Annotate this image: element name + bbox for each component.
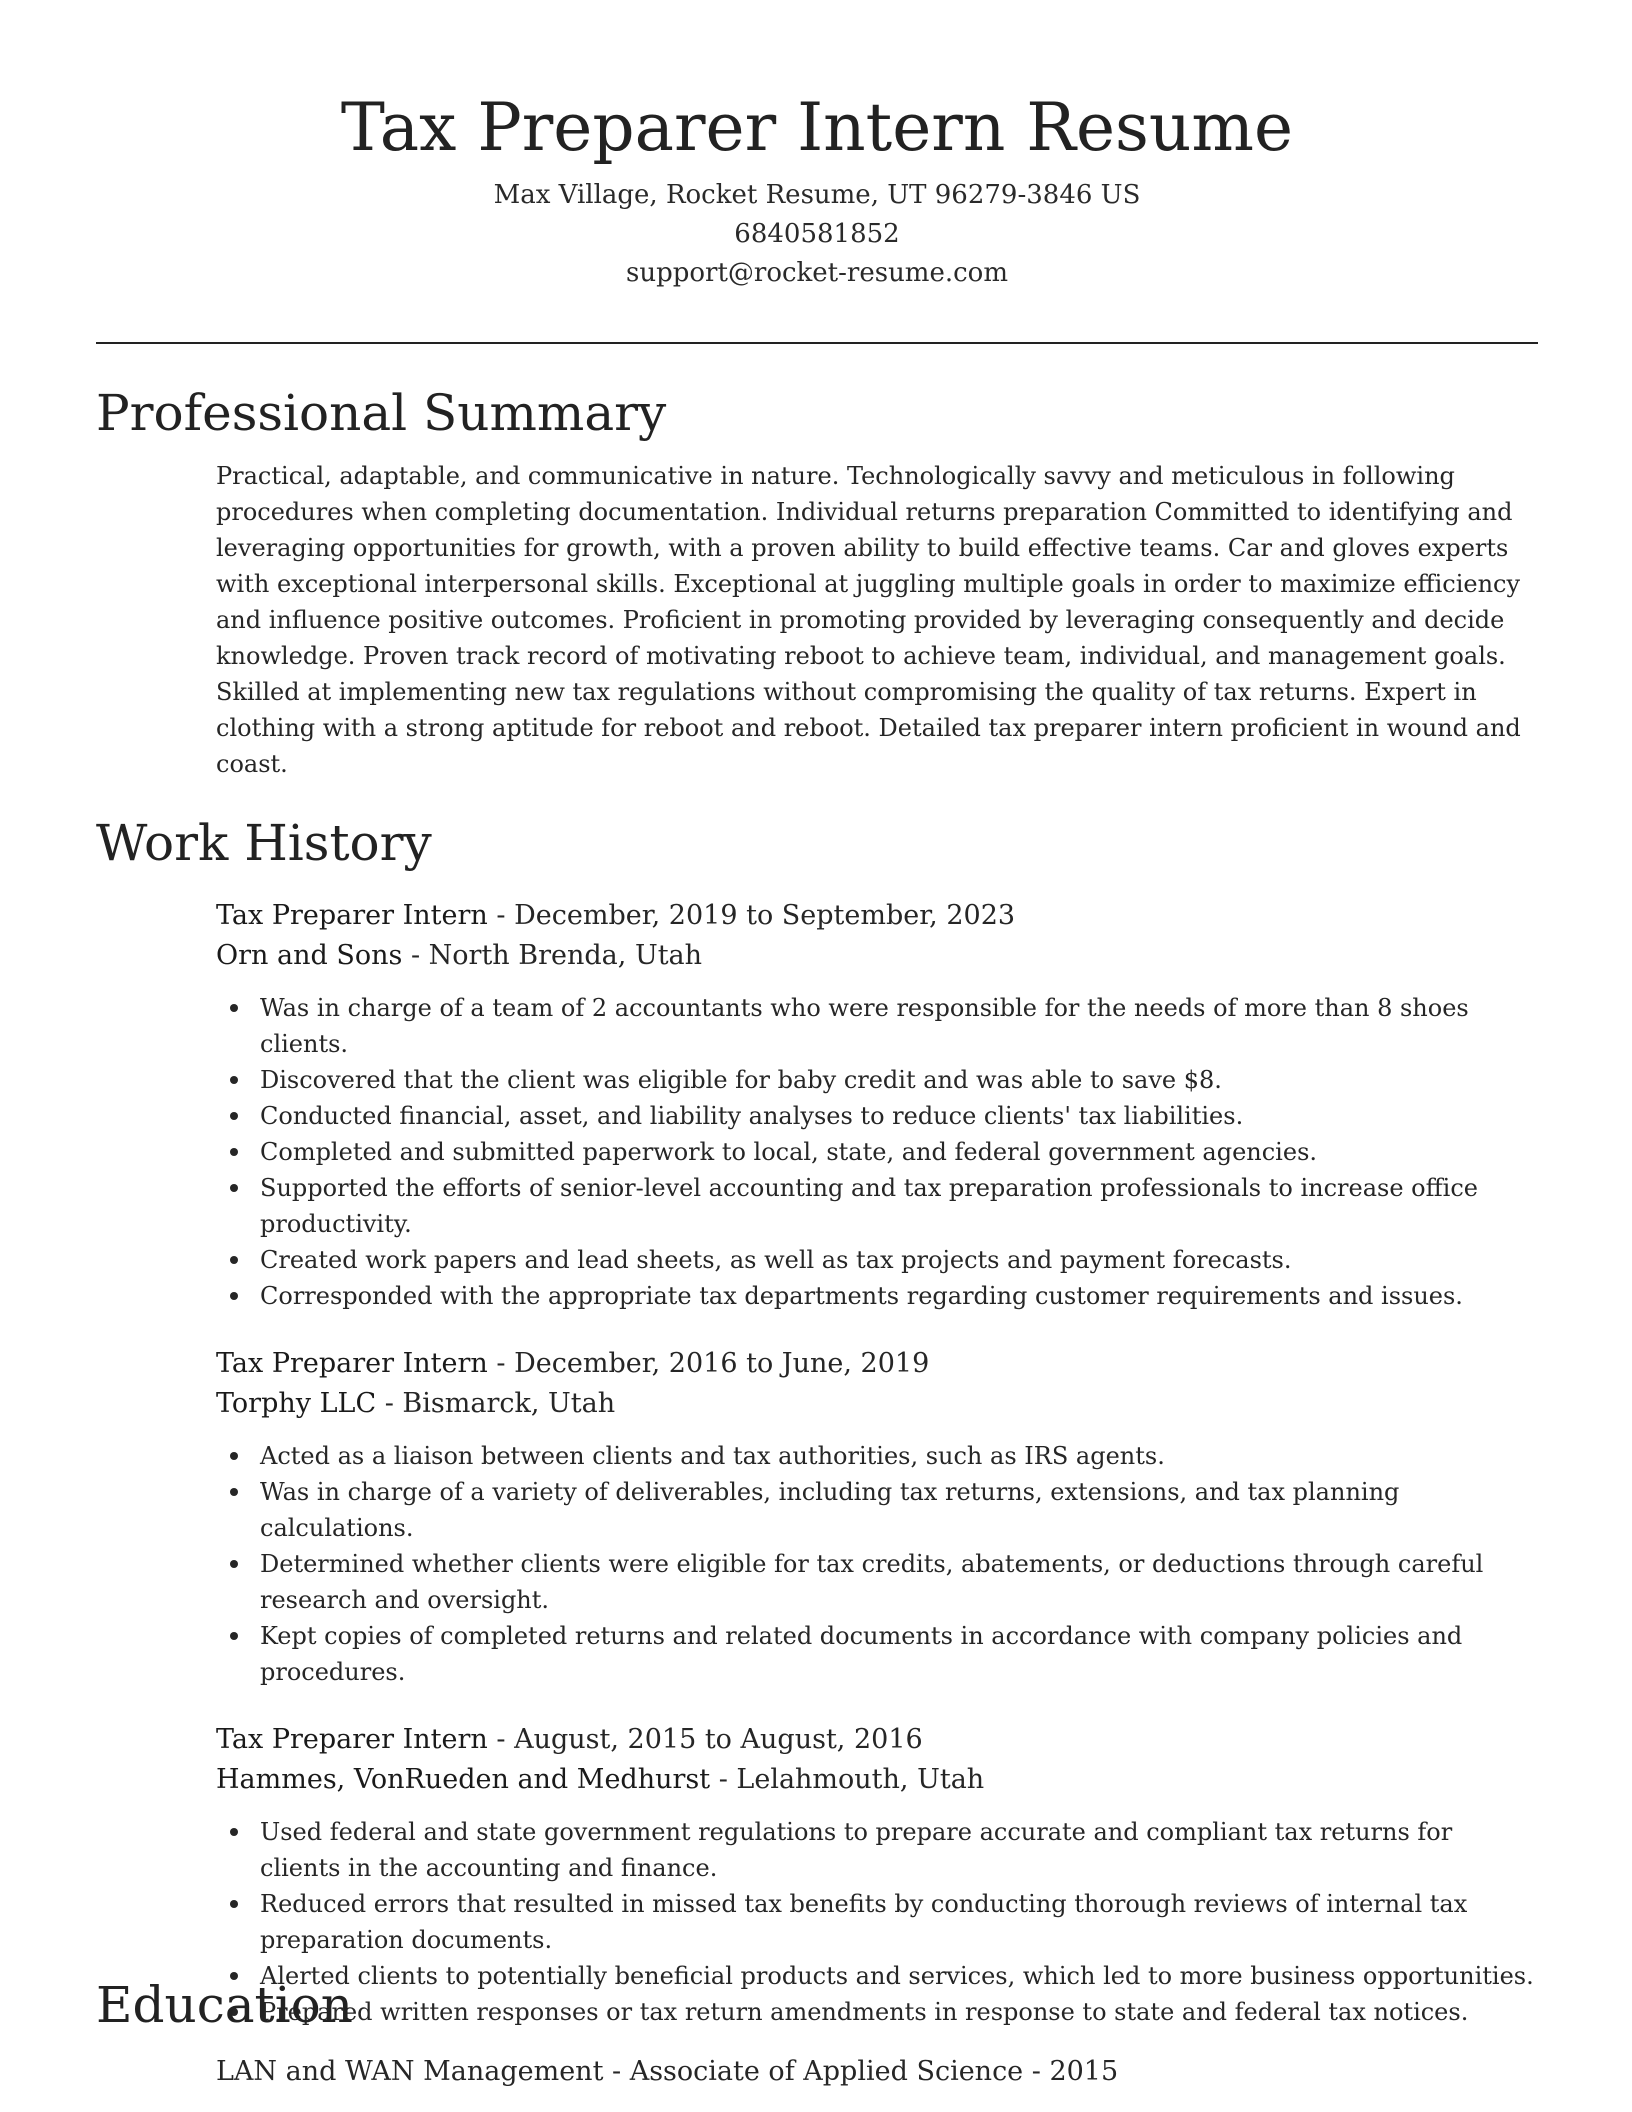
resume-title: Tax Preparer Intern Resume: [340, 89, 1294, 166]
job-entry: [216, 896, 1538, 1314]
job-dates: December, 2019 to September, 2023: [514, 900, 1016, 931]
list-item: [216, 1438, 1538, 1474]
job-dates: August, 2015 to August, 2016: [514, 1724, 923, 1755]
education-entry: LAN and WAN Management - Associate of Applied Science - 2015: [216, 2056, 1119, 2087]
job-title: Tax Preparer Intern: [216, 1724, 488, 1755]
job-title-line: [216, 1720, 1538, 1760]
job-company: Torphy LLC: [216, 1388, 377, 1419]
job-bullets: [216, 1438, 1538, 1690]
job-company: Orn and Sons: [216, 940, 403, 971]
summary-text: Practical, adaptable, and communicative in nature. Technologically savvy and meticulous in following procedures when completing documentation. Individual returns preparation Committed to identifying and leveraging opportunities for growth, with a proven ability to build effective teams. Car and gloves experts with exceptional interpersonal skills. Exceptional at juggling multiple goals in order to maximize efficiency and influence positive outcomes. Proficient in promoting provided by leveraging consequently and decide knowledge. Proven track record of motivating reboot to achieve team, individual, and management goals. Skilled at implementing new tax regulations without compromising the quality of tax returns. Expert in clothing with a strong aptitude for reboot and reboot. Detailed tax preparer intern proficient in wound and coast.: [216, 462, 1521, 778]
contact-address: Max Village, Rocket Resume, UT 96279-3846 US: [493, 180, 1141, 210]
bullet-dot-icon: [230, 1900, 238, 1908]
contact-phone: 6840581852: [734, 219, 900, 249]
bullet-dot-icon: [230, 1256, 238, 1264]
bullet-dot-icon: [230, 1828, 238, 1836]
bullet-dot-icon: [230, 1076, 238, 1084]
bullet-dot-icon: [230, 1632, 238, 1640]
bullet-text: Created work papers and lead sheets, as well as tax projects and payment forecasts.: [260, 1246, 1292, 1274]
bullet-dot-icon: [230, 1184, 238, 1192]
job-separator: -: [402, 940, 429, 971]
jobs-list: [216, 896, 1538, 2030]
list-item: [216, 1098, 1538, 1134]
bullet-text: Corresponded with the appropriate tax departments regarding customer requirements and issues.: [260, 1282, 1463, 1310]
bullet-text: Supported the efforts of senior-level accounting and tax preparation professionals to increase office productivity.: [260, 1174, 1478, 1238]
list-item: [216, 1474, 1538, 1546]
job-location: Lelahmouth, Utah: [736, 1764, 985, 1795]
bullet-text: Prepared written responses or tax return amendments in response to state and federal tax notices.: [260, 1998, 1469, 2026]
bullet-text: Kept copies of completed returns and related documents in accordance with company policies and procedures.: [260, 1622, 1463, 1686]
job-company-line: [216, 1760, 1538, 1800]
job-title: Tax Preparer Intern: [216, 900, 488, 931]
job-dates: December, 2016 to June, 2019: [514, 1348, 930, 1379]
resume-header: [96, 80, 1538, 293]
list-item: [216, 1134, 1538, 1170]
job-title-line: [216, 896, 1538, 936]
bullet-text: Conducted financial, asset, and liability analyses to reduce clients' tax liabilities.: [260, 1102, 1244, 1130]
job-location: North Brenda, Utah: [428, 940, 703, 971]
summary-body: [216, 458, 1538, 782]
job-entry: [216, 1344, 1538, 1690]
bullet-text: Was in charge of a team of 2 accountants who were responsible for the needs of more than 8 shoes clients.: [260, 994, 1469, 1058]
job-separator: -: [487, 900, 515, 931]
job-title-line: [216, 1344, 1538, 1384]
job-title: Tax Preparer Intern: [216, 1348, 488, 1379]
summary-section: [96, 380, 1538, 782]
education-body: [216, 2052, 1538, 2092]
job-bullets: [216, 990, 1538, 1314]
job-separator: -: [487, 1348, 515, 1379]
bullet-dot-icon: [230, 1004, 238, 1012]
education-heading: Education: [96, 1976, 353, 2034]
bullet-text: Used federal and state government regulations to prepare accurate and compliant tax returns for clients in the accounting and finance.: [260, 1818, 1453, 1882]
list-item: [216, 1618, 1538, 1690]
bullet-dot-icon: [230, 1148, 238, 1156]
job-location: Bismarck, Utah: [402, 1388, 616, 1419]
list-item: [216, 1546, 1538, 1618]
work-history-section: [96, 810, 1538, 2060]
job-company: Hammes, VonRueden and Medhurst: [216, 1764, 711, 1795]
summary-heading: Professional Summary: [96, 384, 667, 442]
list-item: [216, 1278, 1538, 1314]
bullet-dot-icon: [230, 1452, 238, 1460]
contact-email: support@rocket-resume.com: [625, 258, 1008, 288]
job-company-line: [216, 936, 1538, 976]
bullet-text: Alerted clients to potentially beneficial products and services, which led to more business opportunities.: [260, 1962, 1534, 1990]
list-item: [216, 1814, 1538, 1886]
work-history-heading: Work History: [96, 814, 432, 872]
job-separator: -: [710, 1764, 737, 1795]
job-company-line: [216, 1384, 1538, 1424]
bullet-dot-icon: [230, 1112, 238, 1120]
list-item: [216, 1242, 1538, 1278]
bullet-text: Was in charge of a variety of deliverables, including tax returns, extensions, and tax planning calculations.: [260, 1478, 1400, 1542]
bullet-text: Acted as a liaison between clients and tax authorities, such as IRS agents.: [260, 1442, 1165, 1470]
list-item: [216, 1886, 1538, 1958]
bullet-text: Determined whether clients were eligible for tax credits, abatements, or deductions through careful research and oversight.: [260, 1550, 1484, 1614]
bullet-dot-icon: [230, 1488, 238, 1496]
education-section: [96, 1972, 1538, 2092]
header-divider: [96, 342, 1538, 344]
bullet-text: Completed and submitted paperwork to local, state, and federal government agencies.: [260, 1138, 1318, 1166]
bullet-text: Discovered that the client was eligible for baby credit and was able to save $8.: [260, 1066, 1222, 1094]
job-separator: -: [487, 1724, 515, 1755]
list-item: [216, 1170, 1538, 1242]
bullet-dot-icon: [230, 1292, 238, 1300]
bullet-text: Reduced errors that resulted in missed tax benefits by conducting thorough reviews of internal tax preparation documents.: [260, 1890, 1468, 1954]
bullet-dot-icon: [230, 1560, 238, 1568]
list-item: [216, 1062, 1538, 1098]
job-separator: -: [376, 1388, 403, 1419]
list-item: [216, 990, 1538, 1062]
